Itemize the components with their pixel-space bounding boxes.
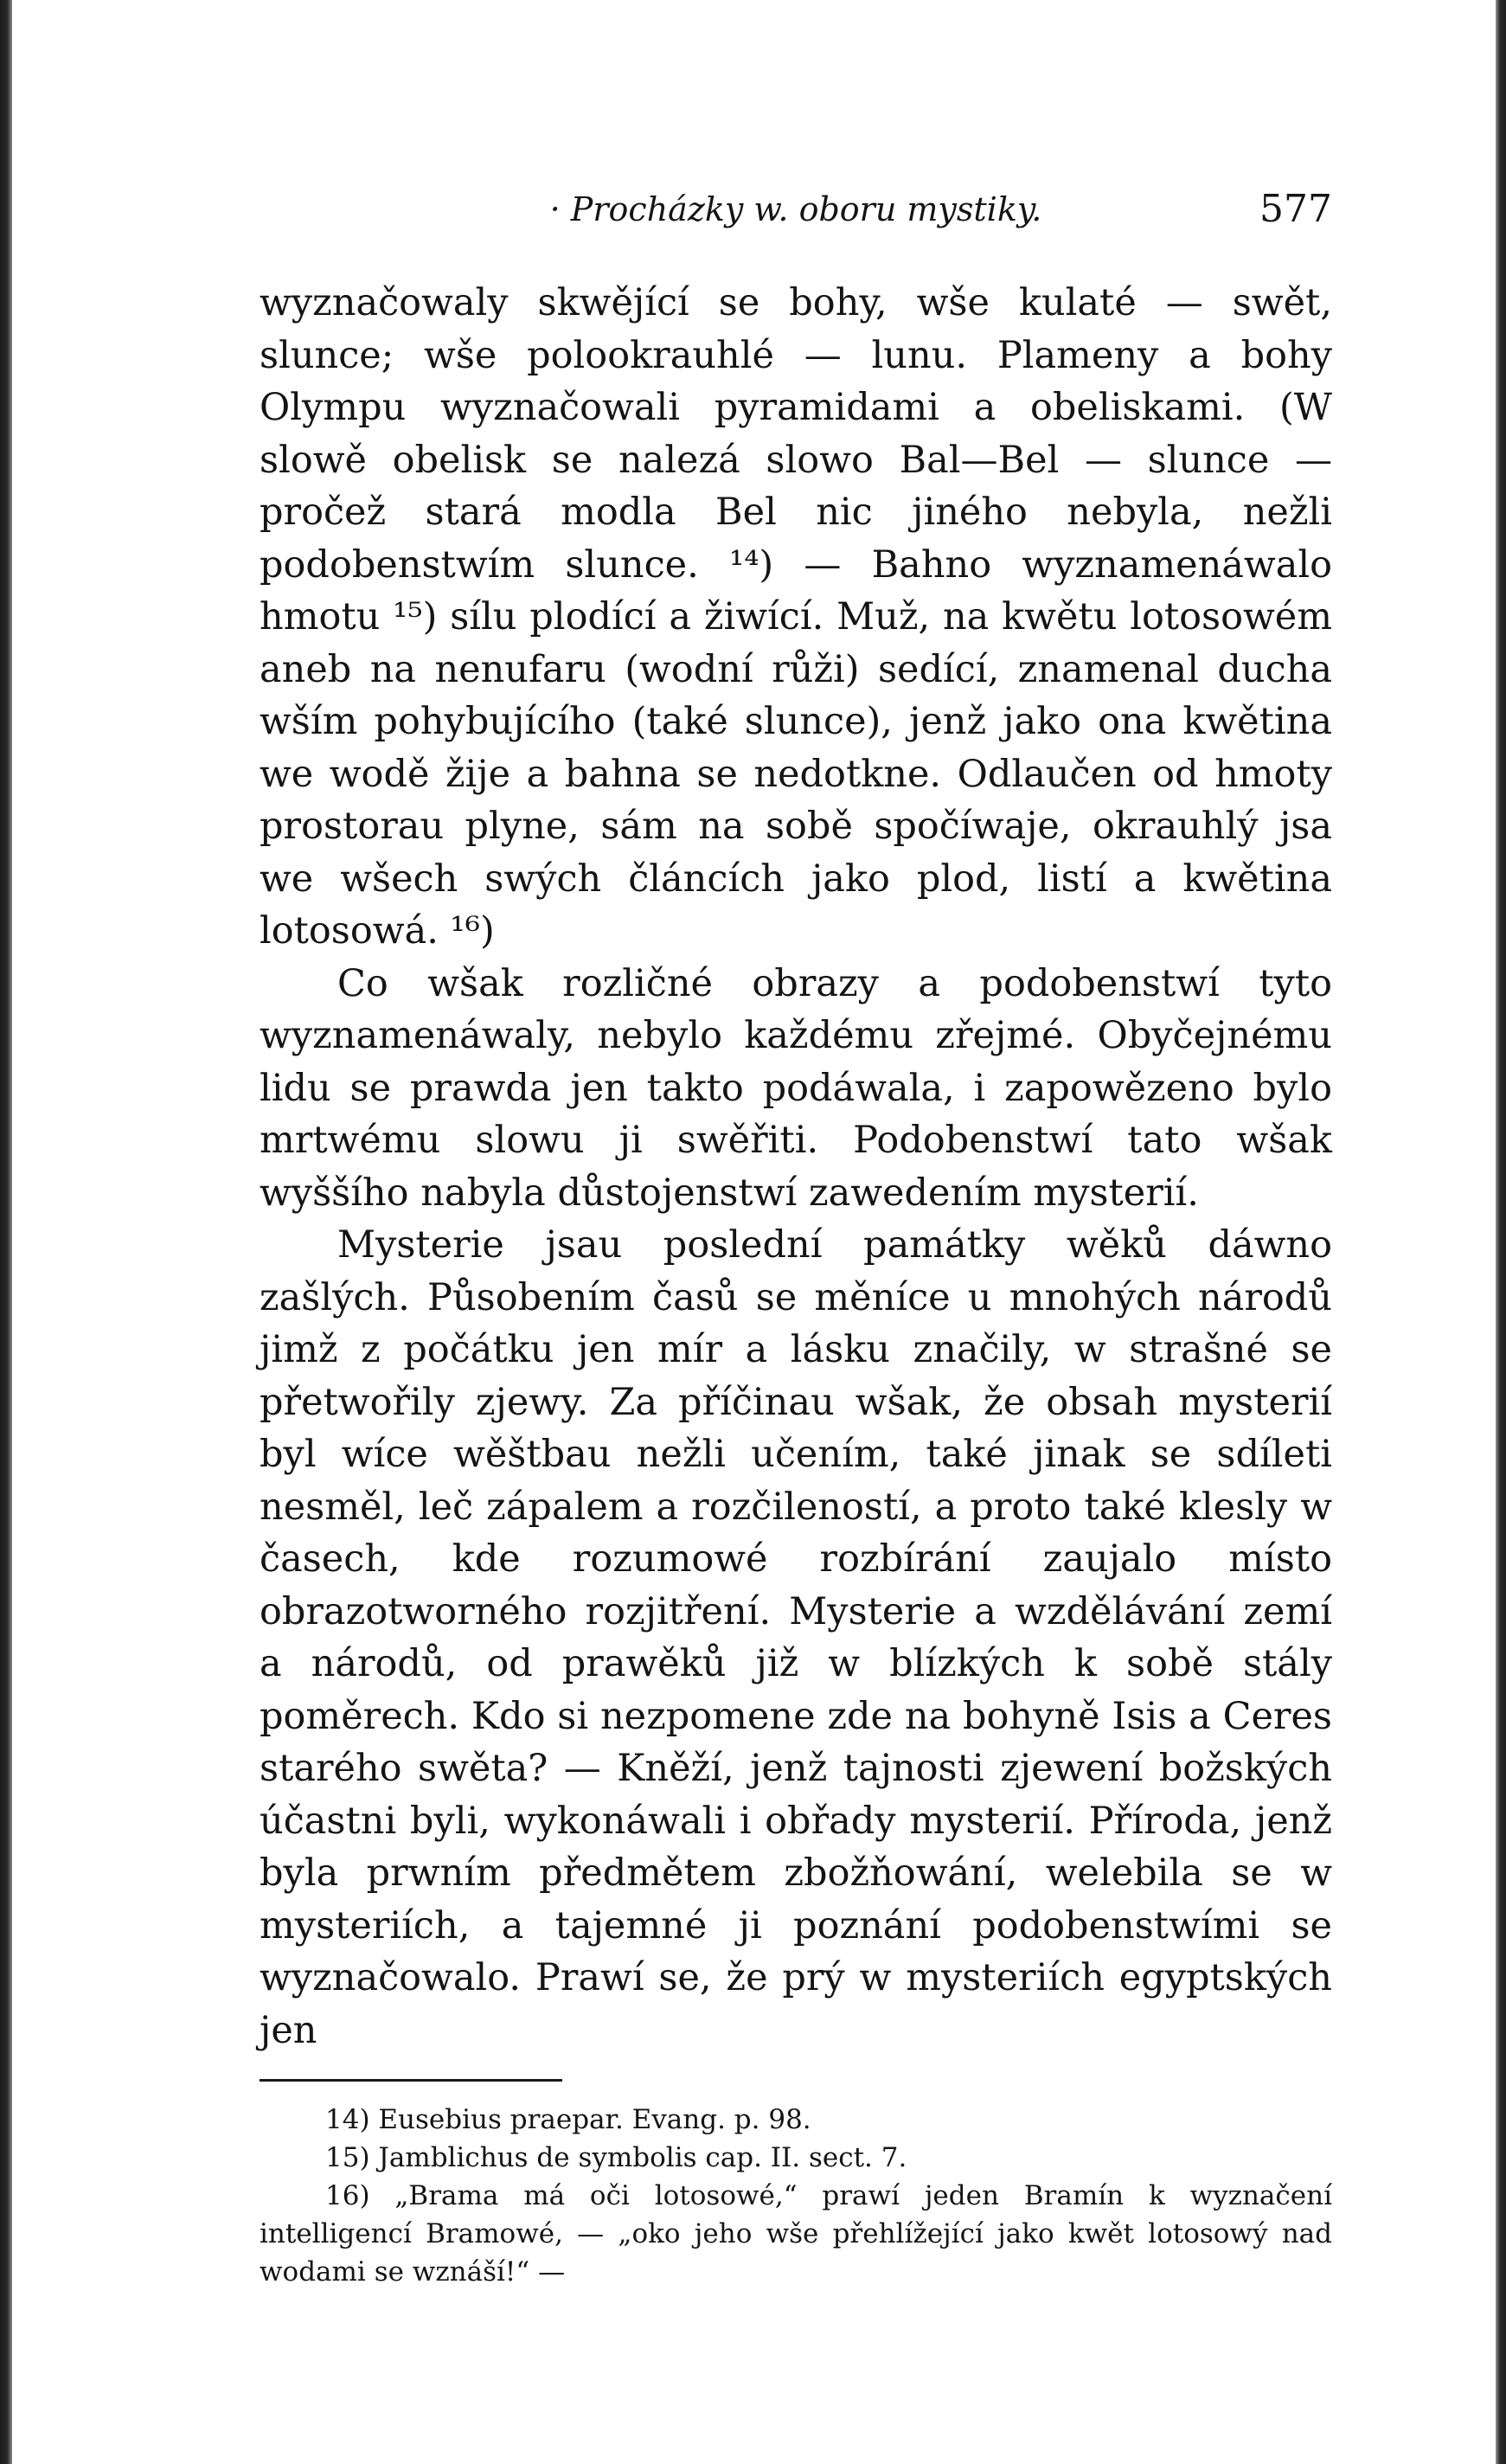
paragraph-3: Mysterie jsau poslední památky wěků dáwno zašlých. Působením časů se měníce u mnohých národů jimž z počátku jen mír a lásku značily, w strašné se přetwořily zjewy. Za příčinau wšak, že obsah mysterií byl wíce wěštbau nežli učením, také jinak se sdíleti nesměl, leč zápalem a rozčileností, a proto také klesly w časech, kde rozumowé rozbírání zaujalo místo obrazotworného rozjitření. Mysterie a wzdělávání zemí a národů, od prawěků již w blízkých k sobě stály poměrech. Kdo si nezpomene zde na bohyně Isis a Ceres starého swěta? — Kněží, jenž tajnosti zjewení božských účastni byli, wykonáwali i obřady mysterií. Příroda, jenž byla prwním předmětem zbožňowání, welebila se w mysteriích, a tajemné ji poznání podobenstwími se wyznačowalo. Prawí se, že prý w mysteriích egyptských jen [260, 1223, 1332, 2052]
footnote-15: 15) Jamblichus de symbolis cap. II. sect. 7. [325, 2142, 907, 2173]
footnote-rule [260, 2079, 562, 2082]
scan-edge-left [0, 0, 12, 2464]
footnote-16: 16) „Brama má oči lotosowé,“ prawí jeden Bramín k wyznačení intelligencí Bramowé, — „oko jeho wše přehlížející jako kwět lotosowý nad wodami se wznáší!“ — [260, 2180, 1332, 2288]
scan-edge-right [1496, 0, 1506, 2464]
paragraph-2: Co wšak rozličné obrazy a podobenstwí tyto wyznamenáwaly, nebylo každému zřejmé. Obyčejnému lidu se prawda jen takto podáwala, i zapowězeno bylo mrtwému slowu ji swěřiti. Podobenstwí tato wšak wyššího nabyla důstojenstwí zawedením mysterií. [260, 961, 1332, 1215]
body-text [260, 277, 1332, 2057]
paragraph-1: wyznačowaly skwějící se bohy, wše kulaté — swět, slunce; wše polookrauhlé — lunu. Plameny a bohy Olympu wyznačowali pyramidami a obeliskami. (W slowě obelisk se nalezá slowo Bal—Bel — slunce — pročež stará modla Bel nic jiného nebyla, nežli podobenstwím slunce. ¹⁴) — Bahno wyznamenáwalo hmotu ¹⁵) sílu plodící a žiwící. Muž, na kwětu lotosowém aneb na nenufaru (wodní růži) sedící, znamenal ducha wším pohybujícího (také slunce), jenž jako ona kwětina we wodě žije a bahna se nedotkne. Odlaučen od hmoty prostorau plyne, sám na sobě spočíwaje, okrauhlý jsa we wšech swých článcích jako plod, listí a kwětina lotosowá. ¹⁶) [260, 281, 1332, 953]
page-number: 577 [1259, 187, 1332, 231]
footnote-14: 14) Eusebius praepar. Evang. p. 98. [325, 2104, 811, 2135]
footnotes [260, 2101, 1332, 2291]
running-title: · Procházky w. oboru mystiky. [549, 190, 1042, 228]
running-head [260, 182, 1332, 234]
book-page [260, 182, 1332, 2291]
